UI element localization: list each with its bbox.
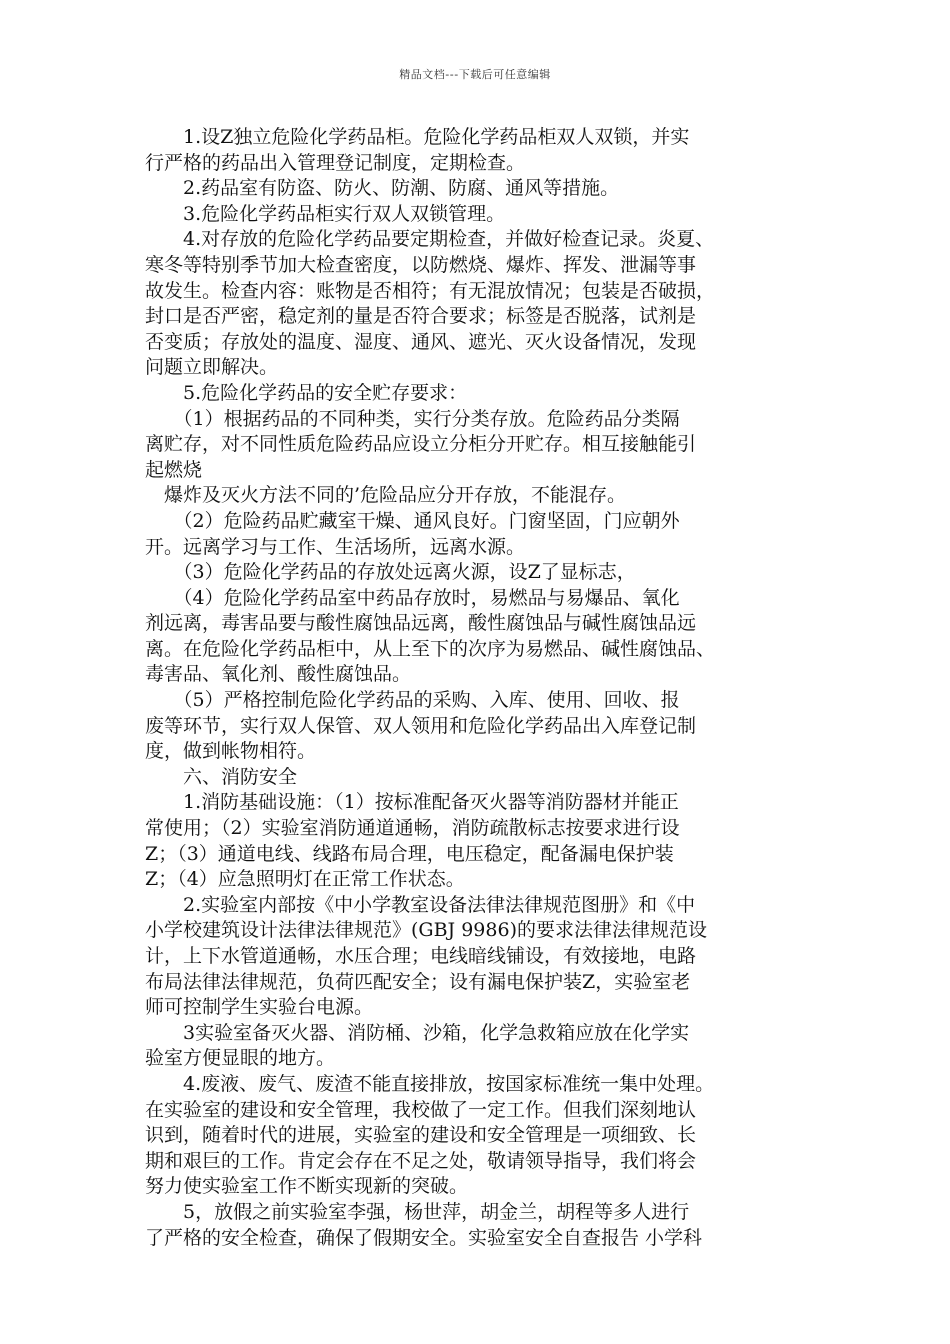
text-line: 爆炸及灭火方法不同的’危险品应分开存放，不能混存。	[145, 484, 627, 507]
text-line: Z；（3）通道电线、线路布局合理，电压稳定，配备漏电保护装	[145, 842, 674, 865]
text-line: 验室方便显眼的地方。	[145, 1047, 336, 1070]
text-line: 1.设Z独立危险化学药品柜。危险化学药品柜双人双锁，并实	[145, 126, 690, 148]
text-line: 期和艰巨的工作。肯定会存在不足之处，敬请领导指导，我们将会	[145, 1149, 697, 1172]
text-line: （5）严格控制危险化学药品的采购、入库、使用、回收、报	[145, 689, 680, 712]
text-line: 离贮存，对不同性质危险药品应设立分柜分开贮存。相互接触能引	[145, 433, 697, 456]
text-line: 4.废液、废气、废渣不能直接排放，按国家标准统一集中处理。	[145, 1072, 715, 1095]
text-line: 起燃烧	[145, 458, 203, 481]
text-line: 毒害品、氧化剂、酸性腐蚀品。	[145, 663, 412, 686]
text-line: 3.危险化学药品柜实行双人双锁管理。	[145, 202, 506, 225]
text-line: 否变质；存放处的温度、湿度、通风、遮光、灭火设备情况，发现	[145, 330, 697, 353]
text-line: 了严格的安全检查，确保了假期安全。实验室安全自查报告 小学科	[145, 1226, 703, 1249]
text-line: 常使用；（2）实验室消防通道通畅，消防疏散标志按要求进行设	[145, 817, 680, 840]
text-line: 布局法律法律规范，负荷匹配安全；设有漏电保护装Z，实验室老	[145, 970, 691, 993]
text-line: 六、消防安全	[145, 765, 298, 788]
text-line: 在实验室的建设和安全管理，我校做了一定工作。但我们深刻地认	[145, 1098, 697, 1121]
text-line: 2.实验室内部按《中小学教室设备法律法律规范图册》和《中	[145, 893, 696, 916]
text-line: 剂远离，毒害品要与酸性腐蚀品远离，酸性腐蚀品与碱性腐蚀品远	[145, 612, 697, 635]
text-line: （3）危险化学药品的存放处远离火源，设Z了显标志，	[145, 561, 636, 584]
text-line: 3实验室备灭火器、消防桶、沙箱，化学急救箱应放在化学实	[145, 1021, 690, 1044]
text-line: 5.危险化学药品的安全贮存要求：	[145, 381, 468, 404]
text-line: 废等环节，实行双人保管、双人领用和危险化学药品出入库登记制	[145, 714, 697, 737]
text-line: 小学校建筑设计法律法律规范》(GBJ 9986)的要求法律法律规范设	[145, 919, 707, 942]
text-line: 离。在危险化学药品柜中，从上至下的次序为易燃品、碱性腐蚀品、	[145, 637, 716, 660]
text-line: 5，放假之前实验室李强，杨世萍，胡金兰，胡程等多人进行	[145, 1200, 690, 1223]
text-line: 1.消防基础设施：（1）按标准配备灭火器等消防器材并能正	[145, 791, 679, 814]
text-line: 开。远离学习与工作、生活场所，远离水源。	[145, 535, 526, 558]
text-line: 识到，随着时代的进展，实验室的建设和安全管理是一项细致、长	[145, 1124, 697, 1147]
text-line: 故发生。检查内容：账物是否相符；有无混放情况；包装是否破损，	[145, 279, 716, 302]
text-line: （2）危险药品贮藏室干燥、通风良好。门窗坚固，门应朝外	[145, 509, 680, 532]
text-line: 寒冬等特别季节加大检查密度，以防燃烧、爆炸、挥发、泄漏等事	[145, 253, 697, 276]
text-line: 行严格的药品出入管理登记制度，定期检查。	[145, 151, 526, 174]
text-line: 2.药品室有防盗、防火、防潮、防腐、通风等措施。	[145, 177, 620, 200]
text-line: 努力使实验室工作不断实现新的突破。	[145, 1175, 469, 1198]
text-line: 度，做到帐物相符。	[145, 740, 317, 763]
text-line: 师可控制学生实验台电源。	[145, 996, 374, 1019]
text-line: 4.对存放的危险化学药品要定期检查，并做好检查记录。炎夏、	[145, 228, 715, 251]
text-line: 封口是否严密，稳定剂的量是否符合要求；标签是否脱落，试剂是	[145, 305, 697, 328]
text-line: 计，上下水管道通畅，水压合理；电线暗线铺设，有效接地，电路	[145, 945, 697, 967]
text-line: （1）根据药品的不同种类，实行分类存放。危险药品分类隔	[145, 407, 680, 430]
text-line: 问题立即解决。	[145, 356, 279, 379]
page-header: 精品文档---下载后可任意编辑	[399, 68, 551, 81]
document-body	[145, 125, 820, 1251]
text-line: （4）危险化学药品室中药品存放时，易燃品与易爆品、氧化	[145, 586, 680, 609]
text-line: Z；（4）应急照明灯在正常工作状态。	[145, 868, 465, 891]
